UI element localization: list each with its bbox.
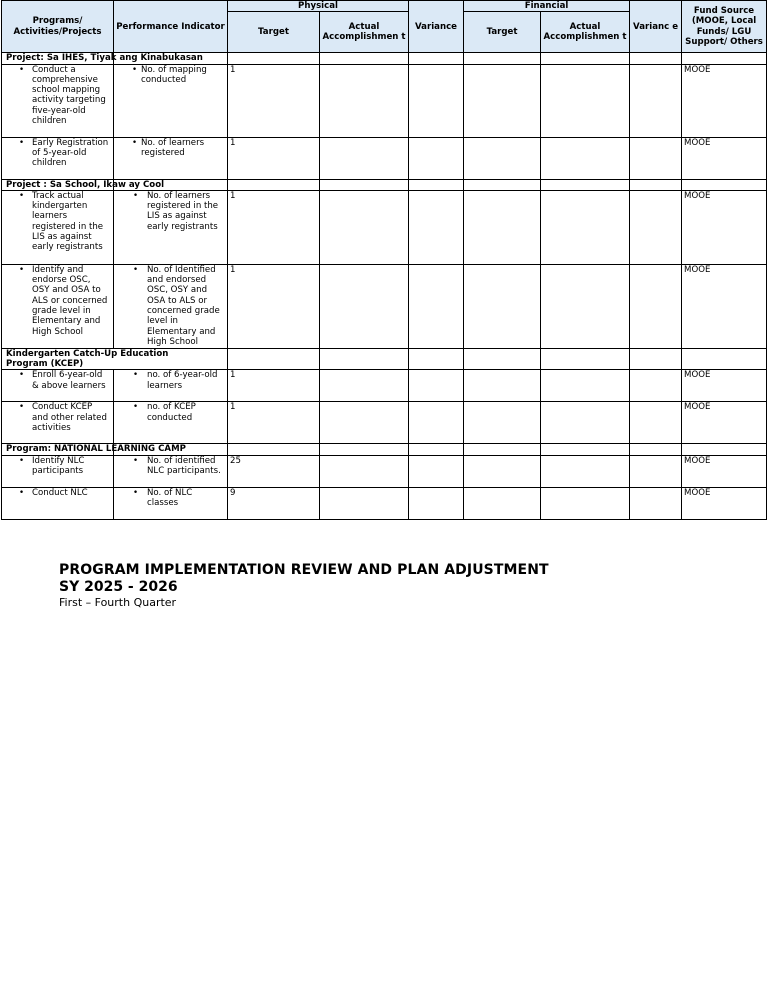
header-variance-physical: Variance xyxy=(409,1,464,53)
table-row xyxy=(2,190,767,264)
physical-target-cell: 1 xyxy=(228,137,320,179)
table-row xyxy=(2,402,767,444)
plan-table xyxy=(1,0,767,520)
table-row xyxy=(2,370,767,402)
header-physical: Physical xyxy=(228,1,409,12)
section-label: Project: Sa IHES, Tiyak ang Kinabukasan xyxy=(2,53,114,64)
section-label: Kindergarten Catch-Up Education Program (KCEP) xyxy=(2,348,228,370)
physical-target-cell: 1 xyxy=(228,190,320,264)
indicator-cell: • No. of Identified and endorsed OSC, OSY and OSA to ALS or concerned grade level in Elementary and High School xyxy=(114,264,228,348)
header-fund-source: Fund Source (MOOE, Local Funds/ LGU Support/ Others xyxy=(682,1,767,53)
section-row xyxy=(2,179,767,190)
fund-source-cell: MOOE xyxy=(682,455,767,487)
physical-target-cell: 1 xyxy=(228,264,320,348)
indicator-cell: • no. of 6-year-old learners xyxy=(114,370,228,402)
section-row xyxy=(2,53,767,64)
physical-target-cell: 1 xyxy=(228,402,320,444)
table-row xyxy=(2,264,767,348)
section-label: Program: NATIONAL LEARNING CAMP xyxy=(2,444,114,455)
indicator-cell: • No. of learners registered in the LIS as against early registrants xyxy=(114,190,228,264)
header-financial-target: Target xyxy=(464,12,541,53)
fund-source-cell: MOOE xyxy=(682,402,767,444)
table-row xyxy=(2,487,767,519)
document-title: PROGRAM IMPLEMENTATION REVIEW AND PLAN ADJUSTMENT xyxy=(59,562,549,578)
header-physical-target: Target xyxy=(228,12,320,53)
activity-cell: • Track actual kindergarten learners registered in the LIS as against early registrants xyxy=(2,190,114,264)
fund-source-cell: MOOE xyxy=(682,137,767,179)
activity-cell: • Early Registration of 5-year-old children xyxy=(2,137,114,179)
document-title-block xyxy=(59,562,549,610)
quarter-range: First – Fourth Quarter xyxy=(59,596,177,609)
physical-target-cell: 1 xyxy=(228,370,320,402)
activity-cell: • Conduct KCEP and other related activities xyxy=(2,402,114,444)
section-label: Project : Sa School, Ikaw ay Cool xyxy=(2,179,114,190)
header-physical-actual: Actual Accomplishmen t xyxy=(320,12,409,53)
fund-source-cell: MOOE xyxy=(682,64,767,137)
activity-cell: • Enroll 6-year-old & above learners xyxy=(2,370,114,402)
header-indicator: Performance Indicator xyxy=(114,1,228,53)
fund-source-cell: MOOE xyxy=(682,370,767,402)
activity-cell: • Conduct NLC xyxy=(2,487,114,519)
physical-target-cell: 1 xyxy=(228,64,320,137)
fund-source-cell: MOOE xyxy=(682,487,767,519)
fund-source-cell: MOOE xyxy=(682,264,767,348)
physical-target-cell: 9 xyxy=(228,487,320,519)
table-row xyxy=(2,64,767,137)
activity-cell: • Conduct a comprehensive school mapping activity targeting five-year-old children xyxy=(2,64,114,137)
indicator-cell: • no. of KCEP conducted xyxy=(114,402,228,444)
indicator-cell: • No. of NLC classes xyxy=(114,487,228,519)
indicator-cell: • No. of learners registered xyxy=(114,137,228,179)
section-row xyxy=(2,444,767,455)
activity-cell: • Identify and endorse OSC, OSY and OSA to ALS or concerned grade level in Elementary and High School xyxy=(2,264,114,348)
header-programs: Programs/ Activities/Projects xyxy=(2,1,114,53)
header-variance-financial: Varianc e xyxy=(630,1,682,53)
school-year: SY 2025 - 2026 xyxy=(59,579,178,595)
activity-cell: • Identify NLC participants xyxy=(2,455,114,487)
indicator-cell: • No. of identified NLC participants. xyxy=(114,455,228,487)
table-row xyxy=(2,455,767,487)
physical-target-cell: 25 xyxy=(228,455,320,487)
table-row xyxy=(2,137,767,179)
section-row xyxy=(2,348,767,370)
header-financial-actual: Actual Accomplishmen t xyxy=(541,12,630,53)
fund-source-cell: MOOE xyxy=(682,190,767,264)
indicator-cell: • No. of mapping conducted xyxy=(114,64,228,137)
header-financial: Financial xyxy=(464,1,630,12)
